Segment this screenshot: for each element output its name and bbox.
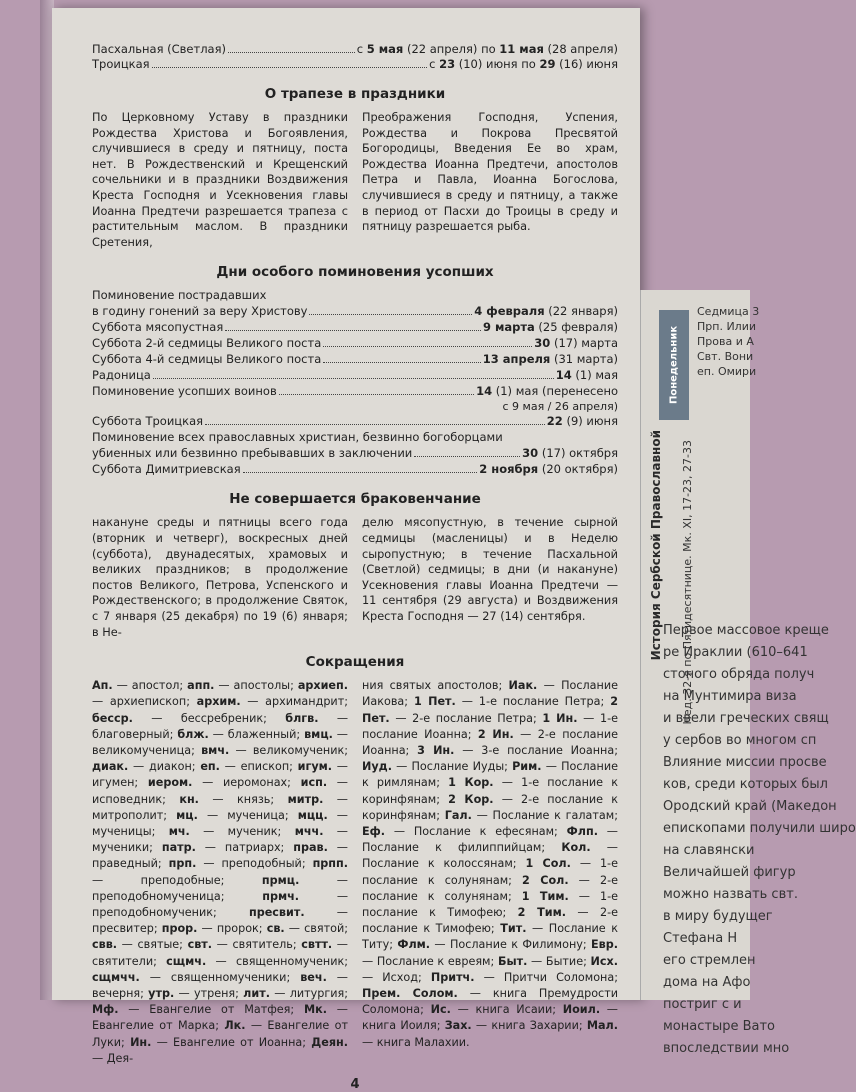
memorial-label: Суббота Троицкая	[92, 414, 204, 429]
abbr-meaning: — Бытие;	[527, 954, 591, 968]
abbr-term: диак.	[92, 760, 129, 774]
season-dates: с 5 мая (22 апреля) по 11 мая (28 апреля)	[356, 42, 618, 56]
text-line: его стремлен	[663, 953, 756, 968]
text-line: постриг с и	[663, 997, 742, 1012]
memorial-date-main: 14	[555, 368, 572, 383]
abbr-meaning: — 1-е послание к Тимофею;	[362, 889, 619, 919]
abbr-meaning: — святые;	[117, 938, 188, 952]
abbr-term: Ап.	[92, 679, 113, 693]
abbr-meaning: — Послание к филиппийцам;	[362, 824, 618, 855]
abbr-term: Кол.	[561, 841, 591, 855]
text-line: впоследствии мно	[663, 1041, 790, 1056]
abbr-term: прп.	[168, 857, 197, 871]
abbr-meaning: — книга Премудрости Соломона;	[362, 986, 618, 1017]
memorial-date: 2 ноября (20 октября)	[479, 462, 618, 477]
saint-line: Свт. Вони	[697, 350, 754, 363]
abbr-meaning: — Послание к Филимону;	[430, 938, 592, 952]
memorial-row	[92, 352, 618, 367]
abbr-meaning: ния святых апостолов;	[362, 679, 509, 693]
memorial-label: Поминовение пострадавших	[92, 288, 267, 303]
abbr-term: 1 Пет.	[414, 695, 456, 709]
abbr-meaning: — преподобномученик;	[92, 889, 349, 919]
leader-dots	[152, 57, 428, 68]
abbr-term: 2 Сол.	[522, 873, 569, 887]
memorial-row	[92, 430, 618, 445]
abbr-meaning: — преподобные;	[92, 873, 262, 887]
leader-dots	[205, 414, 545, 425]
marriage-col-1: накануне среды и пятницы всего года (вторник и четверг), воскресных дней (суббота), двунадесятых, храмовых и великих праздников; в продолжение постов Великого, Петрова, Успенского и Рождественского; в продолжение Святок, с 7 января (25 декабря) по 19 (6) января; в Не-	[92, 516, 348, 639]
abbr-meaning: — мученицы;	[92, 808, 348, 838]
text-line: Стефана Н	[663, 931, 738, 946]
text-line: дома на Афо	[663, 975, 751, 990]
day-banner: Понедельник	[659, 310, 689, 420]
abbr-term: веч.	[300, 970, 327, 984]
abbr-term: мцц.	[297, 808, 328, 822]
abbr-term: игум.	[297, 760, 333, 774]
abbr-meaning: — 2-е послание к солунянам;	[362, 873, 618, 903]
abbr-term: блж.	[177, 727, 209, 741]
abbr-term: вмц.	[304, 727, 333, 741]
abbr-term: свтт.	[301, 938, 333, 952]
memorial-date-main: 30	[522, 446, 539, 461]
abbr-term: прор.	[161, 922, 198, 936]
memorial-row	[92, 368, 618, 383]
abbr-term: мч.	[168, 824, 190, 838]
memorial-list	[92, 288, 618, 477]
leader-dots	[153, 368, 554, 379]
leader-dots	[414, 446, 520, 457]
season-rows	[92, 42, 618, 72]
leader-dots	[323, 336, 532, 347]
abbr-term: Тит.	[500, 922, 527, 936]
abbr-term: еп.	[200, 760, 220, 774]
abbr-term: Еф.	[362, 824, 385, 838]
abbr-term: Притч.	[430, 970, 475, 984]
season-dates: с 23 (10) июня по 29 (16) июня	[429, 57, 618, 71]
memorial-date-main: 2 ноября	[479, 462, 539, 477]
abbr-term: 2 Тим.	[517, 905, 567, 919]
abbreviations-list	[92, 678, 618, 1067]
memorial-date: 13 апреля (31 марта)	[482, 352, 618, 367]
abbr-term: 1 Сол.	[525, 857, 571, 871]
leader-dots	[228, 42, 355, 53]
abbr-term: Иуд.	[362, 760, 392, 774]
memorial-row	[92, 288, 618, 303]
memorial-label: Суббота 2-й седмицы Великого поста	[92, 336, 322, 351]
abbr-meaning: — Послание к галатам;	[471, 808, 618, 822]
memorial-date-main: 13 апреля	[482, 352, 551, 367]
facing-page-saints	[697, 304, 759, 379]
memorial-date: 22 (9) июня	[546, 414, 618, 429]
abbr-meaning: — мученики;	[92, 824, 348, 855]
abbr-meaning: — утреня;	[174, 986, 244, 1000]
text-line: ков, среди которых был	[663, 777, 828, 792]
abbr-term: Евр.	[591, 938, 618, 952]
abbr-meaning: — Послание к евреям;	[362, 954, 498, 968]
abbr-meaning: — Послание к римлянам;	[362, 760, 618, 790]
abbr-meaning: — преподобный;	[196, 857, 313, 871]
abbr-meaning: — 1-е послание Иоанна;	[362, 711, 618, 741]
memorial-date-main: 30	[534, 336, 551, 351]
abbr-meaning: — архиепископ;	[92, 695, 197, 709]
memorial-label: Поминовение всех православных христиан, безвинно богоборцами	[92, 430, 503, 445]
saint-line: еп. Омири	[697, 365, 757, 378]
abbr-meaning: — 3-е послание Иоанна;	[454, 743, 618, 757]
abbr-meaning: — святитель;	[212, 938, 302, 952]
abbr-meaning: — священномученик;	[206, 954, 348, 968]
abbr-term: 2 Кор.	[448, 792, 494, 806]
saint-line: Седмица 3	[697, 305, 760, 318]
abbreviations-col-2	[362, 678, 618, 1067]
abbr-term: архиеп.	[297, 679, 348, 693]
memorial-row	[92, 304, 618, 319]
abbr-meaning: — книга Исаии;	[450, 1003, 563, 1017]
abbreviations-title: Сокращения	[305, 654, 405, 671]
abbr-term: 1 Кор.	[448, 776, 494, 790]
abbr-meaning: — 1-е послание Петра;	[455, 695, 611, 709]
abbr-term: митр.	[287, 792, 324, 806]
abbr-meaning: — Дея-	[92, 1051, 134, 1065]
leader-dots	[323, 352, 481, 363]
memorial-row	[92, 446, 618, 461]
memorial-label: Суббота 4-й седмицы Великого поста	[92, 352, 322, 367]
leader-dots	[225, 320, 481, 331]
text-line: Величайшей фигур	[663, 865, 796, 880]
abbr-meaning: — князь;	[198, 792, 288, 806]
memorial-date: 9 марта (25 февраля)	[482, 320, 618, 335]
abbr-meaning: — книга Малахии.	[362, 1035, 470, 1049]
marriage-title: Не совершается браковенчание	[229, 491, 481, 508]
abbreviations-col-1	[92, 678, 348, 1067]
memorial-label: Радоница	[92, 368, 151, 383]
abbr-meaning: — апостол;	[112, 679, 188, 693]
abbr-meaning: — Послание к колоссянам;	[362, 841, 618, 871]
text-line: стоного обряда получ	[663, 667, 815, 682]
text-line: можно назвать свт.	[663, 887, 798, 902]
text-line: епископами получили широ	[663, 821, 856, 836]
abbr-meaning: — апостолы;	[214, 679, 298, 693]
abbr-meaning: — великомученик;	[229, 743, 349, 757]
abbr-term: Мал.	[586, 1019, 619, 1033]
abbr-meaning: — Притчи Соломона;	[474, 970, 618, 984]
abbr-meaning: — блаженный;	[208, 727, 305, 741]
abbr-term: Иоил.	[562, 1003, 601, 1017]
abbr-meaning: — пророк;	[197, 922, 267, 936]
abbr-term: 1 Ин.	[542, 711, 578, 725]
abbr-term: блгв.	[285, 711, 319, 725]
date-start: 23	[439, 57, 456, 71]
season-row	[92, 42, 618, 57]
abbr-meaning: — мученица;	[197, 808, 298, 822]
page-number: 4	[350, 1076, 360, 1092]
abbr-meaning: — 1-е послание к солунянам;	[362, 857, 618, 887]
abbr-term: Прем. Солом.	[362, 986, 458, 1000]
memorial-title: Дни особого поминовения усопших	[216, 264, 494, 281]
memorial-label: Суббота Димитриевская	[92, 462, 241, 477]
marriage-text	[92, 515, 618, 640]
abbr-meaning: — Евангелие от Марка;	[92, 1003, 348, 1033]
memorial-date-main: 14	[476, 384, 493, 399]
abbr-term: Зах.	[444, 1019, 472, 1033]
text-line: на Мунтимира виза	[663, 689, 797, 704]
abbr-term: Быт.	[497, 954, 528, 968]
memorial-label: в годину гонений за веру Христову	[92, 304, 308, 319]
abbr-term: лит.	[243, 986, 270, 1000]
memorial-row	[92, 320, 618, 335]
abbr-meaning: — великомученица;	[92, 727, 348, 757]
memorial-label: Поминовение усопших воинов	[92, 384, 277, 399]
date-end: 11 мая	[499, 42, 544, 56]
text-line: и ввели греческих свящ	[663, 711, 829, 726]
abbr-meaning: — праведный;	[92, 841, 348, 871]
abbr-term: св.	[266, 922, 285, 936]
abbr-meaning: — Евангелие от Иоанна;	[151, 1035, 312, 1049]
abbr-meaning: — преподобномученица;	[92, 873, 348, 903]
abbr-meaning: — исповедник;	[92, 776, 348, 806]
text-line: на славянски	[663, 843, 755, 858]
abbr-meaning: — 2-е послание к коринфянам;	[362, 792, 618, 822]
text-line: у сербов во многом сп	[663, 733, 817, 748]
abbr-term: Мк.	[304, 1003, 327, 1017]
facing-page-reading: Нед. 32-я по Пятидесятнице. Мк. XI, 17-23, 27-33	[681, 440, 694, 725]
abbr-term: бесср.	[92, 711, 133, 725]
abbr-meaning: — Послание Иакова;	[362, 679, 618, 709]
season-row	[92, 57, 618, 72]
abbr-term: 3 Ин.	[417, 743, 455, 757]
marriage-col-2: делю мясопустную, в течение сырной седмицы (масленицы) и в Неделю сыропустную; в течение Пасхальной (Светлой) седмицы; в дни (и накануне) Усекновения главы Иоанна Предтечи — 11 сентября (29 августа) и Воздвижения Креста Господня — 27 (14) сентября.	[362, 516, 618, 623]
text-line: монастыре Вато	[663, 1019, 776, 1034]
abbr-meaning: — книга Захарии;	[471, 1019, 587, 1033]
season-label: Троицкая	[92, 57, 150, 71]
memorial-label: Суббота мясопустная	[92, 320, 224, 335]
abbr-term: сщмч.	[166, 954, 207, 968]
memorial-note: с 9 мая / 26 апреля)	[502, 400, 618, 414]
abbr-term: пресвит.	[248, 905, 305, 919]
abbr-term: свв.	[92, 938, 118, 952]
abbr-meaning: — архимандрит;	[240, 695, 348, 709]
abbr-meaning: — патриарх;	[195, 841, 294, 855]
saint-line: Прп. Илии	[697, 320, 756, 333]
text-line: Влияние миссии просве	[663, 755, 827, 770]
abbr-meaning: — благоверный;	[92, 711, 349, 741]
abbr-meaning: — Евангелие от Матфея;	[118, 1003, 304, 1017]
date-end: 29	[539, 57, 556, 71]
abbr-term: вмч.	[201, 743, 230, 757]
abbr-meaning: — 2-е послание Иоанна;	[362, 727, 618, 757]
memorial-date: 30 (17) марта	[534, 336, 618, 351]
abbr-term: утр.	[148, 986, 175, 1000]
abbr-term: прмц.	[261, 873, 300, 887]
date-start: 5 мая	[366, 42, 404, 56]
abbr-meaning: — иеромонах;	[192, 776, 301, 790]
trapeza-text	[92, 110, 618, 250]
abbr-term: 1 Тим.	[521, 889, 569, 903]
leader-dots	[309, 304, 472, 315]
memorial-row	[92, 462, 618, 477]
memorial-date-main: 4 февраля	[474, 304, 545, 319]
text-line: ре Ираклии (610–641	[663, 645, 808, 660]
abbr-term: Ис.	[430, 1003, 451, 1017]
abbr-meaning: — 2-е послание Петра;	[389, 711, 543, 725]
memorial-date-main: 9 марта	[482, 320, 535, 335]
abbr-term: иером.	[147, 776, 193, 790]
memorial-date: 4 февраля (22 января)	[474, 304, 618, 319]
memorial-date: 30 (17) октября	[522, 446, 618, 461]
abbr-meaning: — бессребреник;	[132, 711, 286, 725]
facing-page-title: История Сербской Православной	[649, 430, 663, 661]
abbr-meaning: — игумен;	[92, 760, 348, 790]
leader-dots	[243, 462, 478, 473]
memorial-date-main: 22	[546, 414, 563, 429]
abbr-term: 2 Пет.	[362, 695, 618, 725]
book-page	[52, 8, 640, 1092]
abbr-meaning: — Послание к ефесянам;	[385, 824, 567, 838]
season-label: Пасхальная (Светлая)	[92, 42, 227, 56]
abbr-meaning: — святители;	[92, 938, 348, 968]
abbr-term: свт.	[187, 938, 213, 952]
abbr-term: 2 Ин.	[477, 727, 514, 741]
abbr-meaning: — вечерня;	[92, 970, 348, 1000]
abbr-meaning: — диакон;	[128, 760, 201, 774]
text-line: Ородский край (Македон	[663, 799, 837, 814]
abbr-term: Гал.	[444, 808, 472, 822]
leader-dots	[279, 384, 474, 395]
abbr-term: прпп.	[312, 857, 349, 871]
abbr-term: прмч.	[262, 889, 300, 903]
memorial-date: 14 (1) мая (перенесено	[476, 384, 618, 399]
abbr-meaning: — 2-е послание к Тимофею;	[362, 905, 618, 936]
text-line: Первое массовое креще	[663, 623, 829, 638]
memorial-row	[92, 414, 618, 429]
abbr-term: Исх.	[590, 954, 618, 968]
abbr-meaning: — Исход;	[362, 970, 431, 984]
trapeza-col-1: По Церковному Уставу в праздники Рождества Христова и Богоявления, случившиеся в среду и пятницу, поста нет. В Рождественский и Крещенский сочельники и в праздники Воздвижения Креста Господня и Усекновения главы Иоанна Предтечи разрешается трапеза с растительным маслом. В праздники Сретения,	[92, 111, 348, 249]
abbr-term: архим.	[196, 695, 241, 709]
abbr-meaning: — митрополит;	[92, 792, 348, 822]
abbr-term: Иак.	[508, 679, 538, 693]
facing-page-text	[663, 620, 856, 1060]
abbr-meaning: — Послание к Титу;	[362, 922, 619, 952]
memorial-date: 14 (1) мая	[555, 368, 618, 383]
abbr-meaning: — 1-е послание к коринфянам;	[362, 776, 618, 806]
abbr-term: Рим.	[512, 760, 542, 774]
abbr-meaning: — Евангелие от Луки;	[92, 1019, 348, 1049]
facing-page	[640, 290, 856, 1056]
trapeza-title: О трапезе в праздники	[264, 86, 446, 102]
abbr-meaning: — Послание Иуды;	[391, 760, 513, 774]
abbr-meaning: — мученик;	[189, 824, 295, 838]
abbr-meaning: — священномученики;	[139, 970, 301, 984]
abbr-term: Ин.	[130, 1035, 152, 1049]
abbr-term: сщмчч.	[92, 970, 140, 984]
abbr-term: прав.	[293, 841, 328, 855]
saint-line: Прова и А	[697, 335, 754, 348]
abbr-term: мчч.	[294, 824, 324, 838]
abbr-term: кн.	[179, 792, 199, 806]
abbr-meaning: — литургия;	[269, 986, 348, 1000]
abbr-term: Флм.	[397, 938, 431, 952]
abbr-term: Флп.	[566, 824, 598, 838]
abbr-term: патр.	[161, 841, 196, 855]
abbr-meaning: — пресвитер;	[92, 905, 348, 936]
abbr-term: Мф.	[92, 1003, 119, 1017]
memorial-label: убиенных или безвинно пребывавших в заключении	[92, 446, 413, 461]
memorial-row	[92, 384, 618, 399]
abbr-term: апп.	[187, 679, 215, 693]
trapeza-col-2: Преображения Господня, Успения, Рождества и Покрова Пресвятой Богородицы, Введения Ее во храм, Рождества Иоанна Предтечи, апостолов Петра и Павла, Иоанна Богослова, случившиеся в среду и пятницу, а также в период от Пасхи до Троицы в среду и пятницу разрешается рыба.	[362, 111, 618, 234]
abbr-meaning: — епископ;	[219, 760, 298, 774]
text-line: в миру будущег	[663, 909, 773, 924]
abbr-term: Деян.	[311, 1035, 348, 1049]
abbr-term: исп.	[300, 776, 328, 790]
memorial-row	[92, 336, 618, 351]
abbr-term: Лк.	[224, 1019, 246, 1033]
abbr-meaning: — святой;	[284, 922, 348, 936]
abbr-term: мц.	[176, 808, 198, 822]
abbr-meaning: — книга Иоиля;	[362, 1003, 618, 1033]
